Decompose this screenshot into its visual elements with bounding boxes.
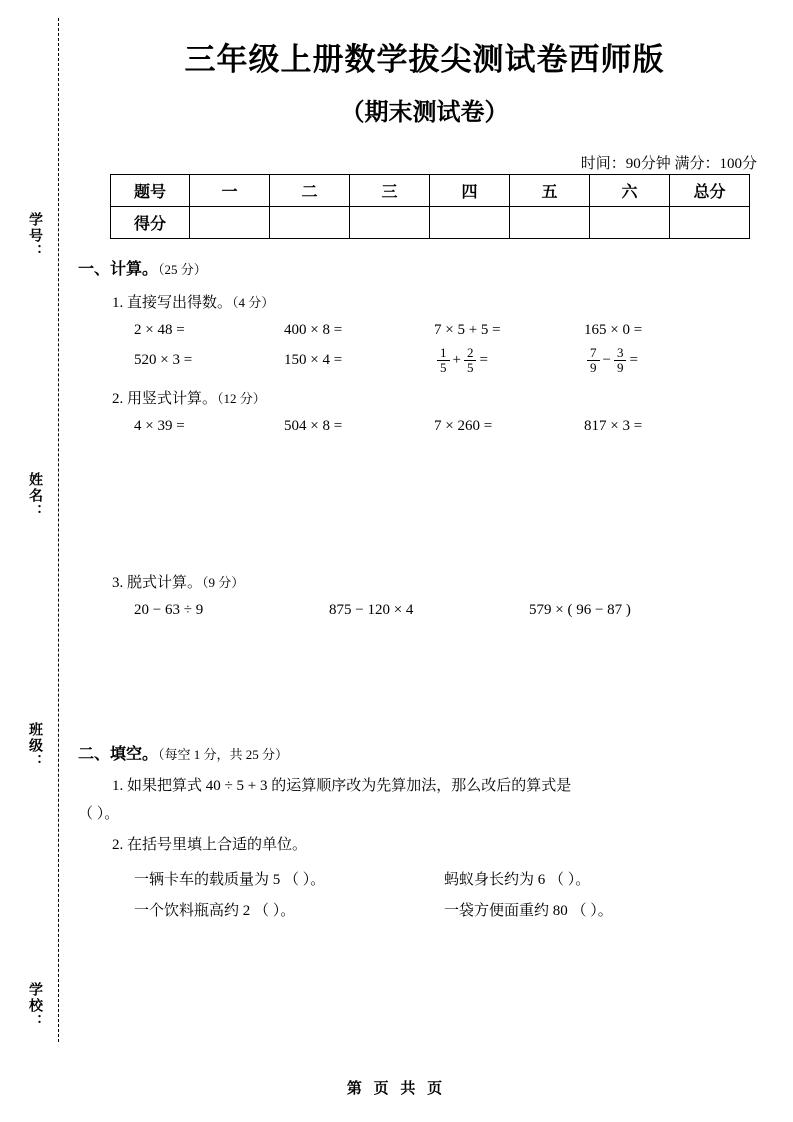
table-row bbox=[111, 207, 750, 239]
answer-space-stepwise-calc[interactable] bbox=[78, 623, 758, 723]
question-2-1-blank[interactable]: （ ）。 bbox=[78, 805, 120, 822]
unit-blank-item[interactable]: 一袋方便面重约 80 （ ）。 bbox=[444, 903, 613, 920]
score-table-cell: 四 bbox=[430, 175, 510, 207]
question-1-1-text: 1. 直接写出得数。 bbox=[112, 295, 233, 311]
score-table-cell-blank[interactable] bbox=[510, 207, 590, 239]
operator: − bbox=[602, 352, 611, 369]
fraction: $\frac{7}{9}$ bbox=[587, 346, 600, 375]
score-table-cell-blank[interactable] bbox=[670, 207, 750, 239]
expression: 817 × 3 = bbox=[584, 418, 643, 435]
question-1-3-label bbox=[112, 571, 758, 592]
unit-blank-item[interactable]: 一个饮料瓶高约 2 （ ）。 bbox=[134, 903, 296, 920]
page-footer: 第 页 共 页 bbox=[346, 1081, 447, 1097]
expression: 875 − 120 × 4 bbox=[329, 602, 414, 619]
expression: 579 × ( 96 − 87 ) bbox=[529, 602, 631, 619]
page-title: 三年级上册数学拔尖测试卷西师版 bbox=[184, 42, 665, 77]
expression: 7 × 260 = bbox=[434, 418, 493, 435]
expression: 2 × 48 = bbox=[134, 322, 185, 338]
question-1-1-row-1 bbox=[134, 322, 758, 339]
fraction: $\frac{1}{5}$ bbox=[437, 346, 450, 375]
question-2-2-label: 2. 在括号里填上合适的单位。 bbox=[112, 836, 308, 853]
score-table-cell-blank[interactable] bbox=[590, 207, 670, 239]
score-table-cell: 三 bbox=[350, 175, 430, 207]
score-table-cell-blank[interactable] bbox=[190, 207, 270, 239]
fraction-expression-1 bbox=[434, 345, 584, 375]
score-table-cell: 二 bbox=[270, 175, 350, 207]
question-1-3-text: 3. 脱式计算。 bbox=[112, 575, 203, 592]
score-table-cell-blank[interactable] bbox=[350, 207, 430, 239]
section-1-note: （25 分） bbox=[158, 262, 207, 277]
expression: 7 × 5 + 5 = bbox=[434, 322, 501, 338]
score-table-cell: 一 bbox=[190, 175, 270, 207]
score-table-cell-blank[interactable] bbox=[430, 207, 510, 239]
question-1-2-note: （12 分） bbox=[217, 391, 266, 407]
expression: 165 × 0 = bbox=[584, 322, 643, 338]
side-label-class: 班级： bbox=[27, 722, 42, 770]
section-2-title: 二、填空。 bbox=[78, 746, 159, 764]
question-1-2-label bbox=[112, 387, 758, 408]
question-1-1-row-2 bbox=[134, 345, 758, 375]
left-dashed-cut-line bbox=[58, 18, 59, 1042]
table-row bbox=[111, 175, 750, 207]
expression: 20 − 63 ÷ 9 bbox=[134, 602, 204, 619]
equals-sign: = bbox=[479, 352, 488, 369]
unit-blank-item[interactable]: 一辆卡车的载质量为 5 （ ）。 bbox=[134, 872, 326, 889]
expression: 150 × 4 = bbox=[284, 351, 343, 368]
answer-space-vertical-calc[interactable] bbox=[78, 439, 758, 559]
side-label-student-id: 学号： bbox=[27, 212, 42, 260]
question-1-1-label bbox=[112, 291, 758, 312]
exam-meta: 时间：90分钟 满分：100分 bbox=[580, 156, 757, 172]
score-table bbox=[110, 174, 750, 239]
question-1-3-row bbox=[134, 602, 758, 619]
expression: 400 × 8 = bbox=[284, 322, 343, 338]
fraction-expression-2 bbox=[584, 345, 734, 375]
fraction: $\frac{3}{9}$ bbox=[614, 346, 627, 375]
exam-body bbox=[78, 250, 758, 922]
question-1-3-note: （9 分） bbox=[202, 575, 245, 591]
unit-blank-item[interactable]: 蚂蚁身长约为 6 （ ）。 bbox=[444, 872, 591, 889]
section-1-title: 一、计算。 bbox=[78, 261, 159, 278]
section-2-heading bbox=[78, 741, 758, 764]
expression: 504 × 8 = bbox=[284, 418, 343, 435]
expression: 520 × 3 = bbox=[134, 351, 193, 368]
score-table-cell: 得分 bbox=[111, 207, 190, 239]
score-table-cell: 题号 bbox=[111, 175, 190, 207]
operator: + bbox=[452, 352, 461, 369]
side-label-name: 姓名： bbox=[27, 472, 42, 520]
question-2-1-text: 1. 如果把算式 40 ÷ 5 + 3 的运算顺序改为先算加法，那么改后的算式是 bbox=[112, 778, 572, 795]
expression: 4 × 39 = bbox=[134, 418, 185, 435]
score-table-cell-blank[interactable] bbox=[270, 207, 350, 239]
question-2-2-row-2 bbox=[134, 899, 758, 920]
question-1-2-row bbox=[134, 418, 758, 435]
question-1-1-note: （4 分） bbox=[232, 295, 275, 310]
section-2-note: （每空 1 分，共 25 分） bbox=[158, 747, 289, 763]
equals-sign: = bbox=[629, 352, 638, 369]
fraction: $\frac{2}{5}$ bbox=[464, 346, 477, 375]
question-1-2-text: 2. 用竖式计算。 bbox=[112, 391, 218, 408]
question-2-2-row-1 bbox=[134, 868, 758, 889]
score-table-cell: 五 bbox=[510, 175, 590, 207]
score-table-cell: 六 bbox=[590, 175, 670, 207]
section-1-heading bbox=[78, 256, 758, 279]
side-label-school: 学校： bbox=[27, 982, 42, 1030]
page-subtitle: （期末测试卷） bbox=[340, 100, 509, 126]
score-table-cell: 总分 bbox=[670, 175, 750, 207]
